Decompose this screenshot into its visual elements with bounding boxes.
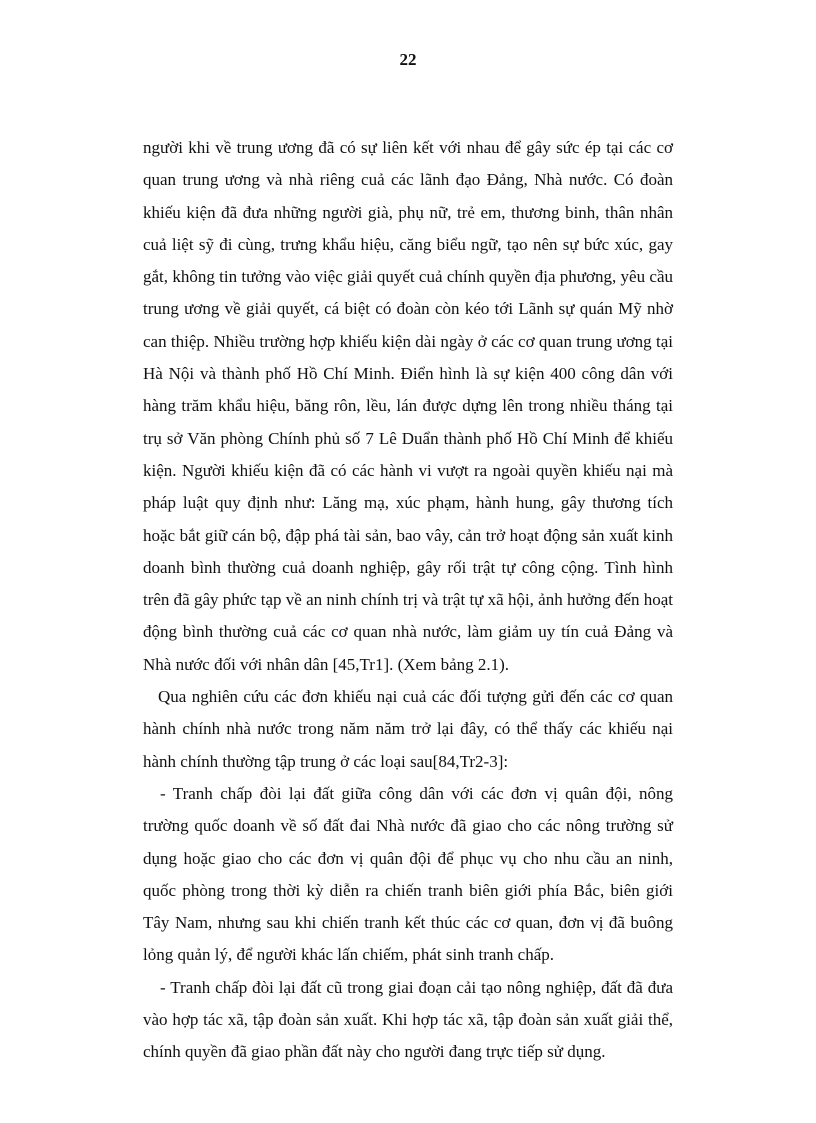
list-item-cooperative-land-dispute: - Tranh chấp đòi lại đất cũ trong giai đoạn cải tạo nông nghiệp, đất đã đưa vào hợp tác xã, tập đoàn sản xuất. Khi hợp tác xã, tập đoàn sản xuất giải thể, chính quyền đã giao phần đất này cho người đang trực tiếp sử dụng. xyxy=(143,977,673,1062)
paragraph-complaint-types-intro: Qua nghiên cứu các đơn khiếu nại cuả các đối tượng gửi đến các cơ quan hành chính nhà nước trong năm năm trở lại đây, có thể thấy các khiếu nại hành chính thường tập trung ở các loại sau[84,Tr2-3]: xyxy=(143,687,673,771)
document-body xyxy=(143,132,673,1069)
list-item-military-land-dispute: - Tranh chấp đòi lại đất giữa công dân với các đơn vị quân đội, nông trường quốc doanh về số đất đai Nhà nước đã giao cho các nông trường sử dụng hoặc giao cho các đơn vị quân đội để phục vụ cho nhu cầu an ninh, quốc phòng trong thời kỳ diễn ra chiến tranh biên giới phía Bắc, biên giới Tây Nam, nhưng sau khi chiến tranh kết thúc các cơ quan, đơn vị đã buông lỏng quản lý, để người khác lấn chiếm, phát sinh tranh chấp. xyxy=(143,783,673,965)
paragraph-continuation: người khi về trung ương đã có sự liên kết với nhau để gây sức ép tại các cơ quan trung ương và nhà riêng cuả các lãnh đạo Đảng, Nhà nước. Có đoàn khiếu kiện đã đưa những người già, phụ nữ, trẻ em, thương binh, thân nhân cuả liệt sỹ đi cùng, trưng khẩu hiệu, căng biểu ngữ, tạo nên sự bức xúc, gay gắt, không tin tưởng vào việc giải quyết cuả chính quyền địa phương, yêu cầu trung ương về giải quyết, cá biệt có đoàn còn kéo tới Lãnh sự quán Mỹ nhờ can thiệp. Nhiều trường hợp khiếu kiện dài ngày ở các cơ quan trung ương tại Hà Nội và thành phố Hồ Chí Minh. Điển hình là sự kiện 400 công dân với hàng trăm khẩu hiệu, băng rôn, lều, lán được dựng lên trong nhiều tháng tại trụ sở Văn phòng Chính phủ số 7 Lê Duẩn thành phố Hồ Chí Minh để khiếu kiện. Người khiếu kiện đã có các hành vi vượt ra ngoài quyền khiếu nại mà pháp luật quy định như: Lăng mạ, xúc phạm, hành hung, gây thương tích hoặc bắt giữ cán bộ, đập phá tài sản, bao vây, cản trở hoạt động sản xuất kinh doanh bình thường cuả doanh nghiệp, gây rối trật tự công cộng. Tình hình trên đã gây phức tạp về an ninh chính trị và trật tự xã hội, ảnh hưởng đến hoạt động bình thường cuả các cơ quan nhà nước, làm giảm uy tín cuả Đảng và Nhà nước đối với nhân dân [45,Tr1]. (Xem bảng 2.1). xyxy=(143,138,673,674)
page-number: 22 xyxy=(399,50,417,69)
